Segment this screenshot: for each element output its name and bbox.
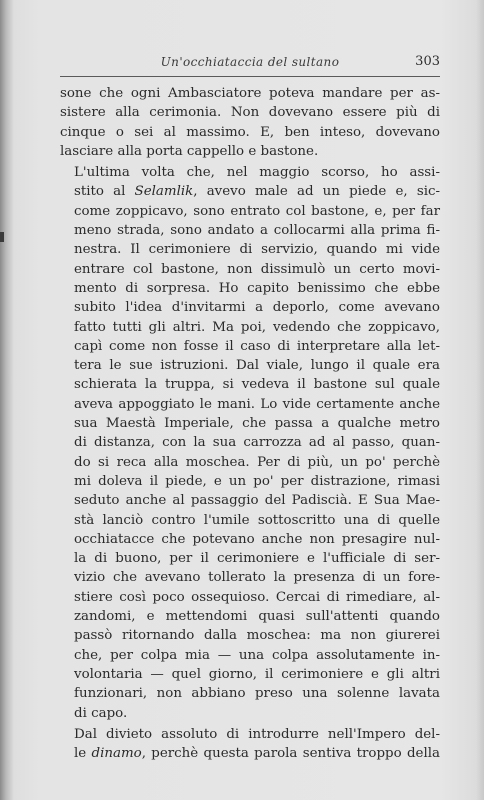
text-span: , avevo male ad un piede e, sic- <box>193 184 440 200</box>
text-line: aveva appoggiato le mani. Lo vide certamente anche <box>74 396 440 412</box>
text-line: come zoppicavo, sono entrato col bastone, e, per far <box>74 203 440 219</box>
text-line: volontaria — quel giorno, il cerimoniere e gli altri <box>74 666 440 682</box>
text-line: zandomi, e mettendomi quasi sull'attenti quando <box>74 609 440 625</box>
text-line: vizio che avevano tollerato la presenza di un fore- <box>74 570 440 586</box>
text-line: nestra. Il cerimoniere di servizio, quando mi vide <box>74 242 440 258</box>
text-line: seduto anche al passaggio del Padiscià. E Sua Mae- <box>74 493 440 509</box>
text-line: cinque o sei al massimo. E, ben inteso, dovevano <box>60 124 440 140</box>
header-rule <box>60 76 440 77</box>
text-line: tera le sue istruzioni. Dal viale, lungo il quale era <box>74 358 440 374</box>
paragraph-2 <box>60 163 440 723</box>
page-header <box>60 52 440 74</box>
text-span: stito al <box>74 184 135 200</box>
page-body <box>60 84 440 763</box>
paragraph-3 <box>60 725 440 764</box>
text-line: capì come non fosse il caso di interpretare alla let- <box>74 338 440 354</box>
text-line: meno strada, sono andato a collocarmi alla prima fi- <box>74 223 440 239</box>
text-line: do si reca alla moschea. Per di più, un po' perchè <box>74 454 440 470</box>
text-line: mento di sorpresa. Ho capito benissimo che ebbe <box>74 280 440 296</box>
text-line: Dal divieto assoluto di introdurre nell'Impero del- <box>74 726 440 742</box>
text-line: subito l'idea d'invitarmi a deporlo, come avevano <box>74 300 440 316</box>
text-span: , perchè questa parola sentiva troppo della <box>141 746 440 762</box>
text-line: che, per colpa mia — una colpa assolutamente in- <box>74 647 440 663</box>
text-line <box>60 744 440 763</box>
text-line: passò ritornando dalla moschea: ma non giurerei <box>74 628 440 644</box>
text-line <box>60 182 440 201</box>
text-line: entrare col bastone, non dissimulò un certo movi- <box>74 261 440 277</box>
italic-term: Selamlik <box>134 184 194 200</box>
running-title: Un'occhiataccia del sultano <box>160 55 340 69</box>
paragraph-1 <box>60 84 440 161</box>
binding-edge-mark <box>0 232 4 242</box>
paragraph-2-rest <box>60 202 440 723</box>
text-line: fatto tutti gli altri. Ma poi, vedendo che zoppicavo, <box>74 319 440 335</box>
text-line: stiere così poco ossequioso. Cercai di rimediare, al- <box>74 589 440 605</box>
text-span: le <box>74 746 92 762</box>
text-line: di capo. <box>74 705 128 721</box>
text-line: stà lanciò contro l'umile sottoscritto una di quelle <box>74 512 440 528</box>
text-line: sistere alla cerimonia. Non dovevano essere più di <box>60 105 440 121</box>
text-line: di distanza, con la sua carrozza ad al passo, quan- <box>74 435 440 451</box>
text-line: schierata la truppa, si vedeva il bastone sul quale <box>74 377 440 393</box>
page-number: 303 <box>415 54 440 69</box>
text-line: sone che ogni Ambasciatore poteva mandare per as- <box>60 86 440 101</box>
text-line: funzionari, non abbiano preso una solenne lavata <box>74 686 440 702</box>
text-line: occhiatacce che potevano anche non presagire nul- <box>74 531 440 547</box>
text-line: L'ultima volta che, nel maggio scorso, ho assi- <box>74 165 440 181</box>
text-line: lasciare alla porta cappello e bastone. <box>60 143 319 159</box>
text-line: sua Maestà Imperiale, che passa a qualche metro <box>74 416 440 432</box>
text-line: la di buono, per il cerimoniere e l'ufficiale di ser- <box>74 551 440 567</box>
text-line: mi doleva il piede, e un po' per distrazione, rimasi <box>74 473 440 489</box>
italic-term: dinamo <box>91 746 142 762</box>
